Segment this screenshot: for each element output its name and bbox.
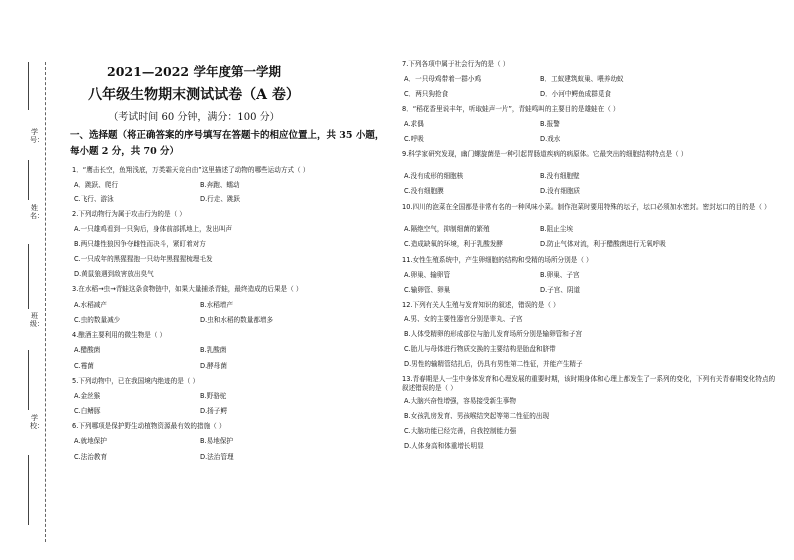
answer-option: B.两只雄性狼因争夺雌性而决斗，紧盯着对方 <box>74 240 206 248</box>
answer-option: D.虫和水稻的数量都增多 <box>200 316 274 324</box>
rule-line <box>28 62 29 110</box>
answer-option: D.子宫、阴道 <box>540 286 581 294</box>
question-stem: 3.在水稻→虫→青蛙这条食物链中，如果大量捕杀青蛙，最终造成的后果是（ ） <box>72 285 303 293</box>
answer-option: C.白鳍豚 <box>74 407 101 415</box>
field-class[interactable]: 班级： <box>30 312 44 328</box>
rule-line <box>28 244 29 309</box>
answer-option: A.就地保护 <box>74 437 107 445</box>
answer-option: A.金丝猴 <box>74 392 101 400</box>
question-stem: 5.下列动物中，已在我国境内绝迹的是（ ） <box>72 377 200 385</box>
question-stem: 13.青春期是人一生中身体发育和心理发展的重要时期，该时期身体和心理上都发生了一系列的变化，下列有关青春期变化特点的叙述错误的是（ ） <box>402 375 776 392</box>
answer-option: B.卵巢、子宫 <box>540 271 580 279</box>
rule-line <box>28 455 29 525</box>
answer-option: C.造成缺氧的环境，利于乳酸发酵 <box>404 240 504 248</box>
answer-option: C.大脑功能已经完善，自我控制能力强 <box>404 427 517 435</box>
answer-option: A．跳跃、爬行 <box>74 181 119 189</box>
answer-option: D.人体身高和体重增长明显 <box>404 442 484 450</box>
rule-line <box>28 350 29 410</box>
question-stem: 7.下列各项中属于社会行为的是（ ） <box>402 60 510 68</box>
answer-option: C．两只狗抢食 <box>404 90 449 98</box>
answer-option: C.虫的数量减少 <box>74 316 121 324</box>
answer-option: C.法治教育 <box>74 453 108 461</box>
answer-option: B.女孩乳房发育、男孩喉结突起等第二性征的出现 <box>404 412 550 420</box>
answer-option: A．一只母鸡带着一群小鸡 <box>404 75 482 83</box>
answer-option: D.行走、跳跃 <box>200 195 241 203</box>
question-stem: 12.下列有关人生殖与发育知识的叙述，错误的是（ ） <box>402 301 560 309</box>
answer-option: C.霉菌 <box>74 362 94 370</box>
exam-year-title: 2021—2022 学年度第一学期 <box>107 64 281 79</box>
answer-option: A.醋酸菌 <box>74 346 101 354</box>
answer-option: B.没有细胞壁 <box>540 172 580 180</box>
answer-option: B.水稻增产 <box>200 301 233 309</box>
field-school[interactable]: 学校： <box>30 414 44 430</box>
binding-cut-line <box>45 62 46 542</box>
answer-option: D.男性的输精管结扎后，仍具有男性第二性征，并能产生精子 <box>404 360 583 368</box>
answer-option: D.没有细胞质 <box>540 187 581 195</box>
answer-option: B.奔跑、蠕动 <box>200 181 240 189</box>
answer-option: B.阻止尘埃 <box>540 225 573 233</box>
answer-option: C.胎儿与母体进行物质交换的主要结构是胎盘和脐带 <box>404 345 556 353</box>
exam-title: 八年级生物期末测试试卷（A 卷） <box>88 87 300 103</box>
answer-option: A.隔绝空气，抑制细菌的繁殖 <box>404 225 490 233</box>
answer-option: C.飞行、游泳 <box>74 195 114 203</box>
answer-option: D.戏水 <box>540 135 561 143</box>
answer-option: C.一只成年的黑猩猩抱一只幼年黑猩猩梳理毛发 <box>74 255 213 263</box>
answer-option: A.没有成形的细胞核 <box>404 172 464 180</box>
question-stem: 11.女性生殖系统中，产生卵细胞的结构和受精的场所分别是（ ） <box>402 256 593 264</box>
answer-option: D.防止气体对流，利于醋酸菌进行无氧呼吸 <box>540 240 666 248</box>
answer-option: B.易地保护 <box>200 437 233 445</box>
answer-option: D.酵母菌 <box>200 362 227 370</box>
question-stem: 2.下列动物行为属于攻击行为的是（ ） <box>72 210 186 218</box>
answer-option: B.报警 <box>540 120 560 128</box>
answer-option: A.卵巢、输卵管 <box>404 271 451 279</box>
answer-option: D.黄鼠狼遇到敌害放出臭气 <box>74 270 154 278</box>
binding-margin <box>0 0 62 560</box>
answer-option: D.扬子鳄 <box>200 407 227 415</box>
question-stem: 10.四川的泡菜在全国都是非常有名的一种风味小菜。制作泡菜时要用特殊的坛子，坛口必须加水密封。密封坛口的目的是（ ） <box>402 203 771 211</box>
answer-option: B.野骆驼 <box>200 392 227 400</box>
answer-option: D.法治管理 <box>200 453 234 461</box>
answer-option: A.水稻减产 <box>74 301 107 309</box>
question-stem: 1．“鹰击长空，鱼翔浅底，万类霜天竞自由”这里描述了动物的哪些运动方式（ ） <box>72 166 310 174</box>
answer-option: C.输卵管、卵巢 <box>404 286 451 294</box>
answer-option: A.男、女的主要性器官分别是睾丸、子宫 <box>404 315 523 323</box>
field-student-id[interactable]: 学号： <box>30 128 44 144</box>
answer-option: A.一只雄鸡看到一只狗后，身体前部抓地上，发出叫声 <box>74 225 233 233</box>
answer-option: B.人体受精卵的形成部位与胎儿发育场所分别是输卵管和子宫 <box>404 330 583 338</box>
answer-option: B．工蚁建筑蚁巢、喂养幼蚁 <box>540 75 624 83</box>
answer-option: C.呼吸 <box>404 135 424 143</box>
field-name[interactable]: 姓名： <box>30 204 44 220</box>
section-heading: 一、选择题（将正确答案的序号填写在答题卡的相应位置上，共 35 小题，每小题 2 分，共 70 分） <box>70 130 385 157</box>
question-stem: 6.下列哪项是保护野生动植物资源最有效的措施（ ） <box>72 422 226 430</box>
rule-line <box>28 160 29 200</box>
answer-option: C.没有细胞膜 <box>404 187 444 195</box>
answer-option: A.大脑兴奋性增强，容易接受新生事物 <box>404 397 516 405</box>
answer-option: D．小河中鳄鱼成群觅食 <box>540 90 612 98</box>
question-stem: 9.科学家研究发现，幽门螺旋菌是一种引起胃肠道疾病的病原体。它最突出的细胞结构特点是（ ） <box>402 150 688 158</box>
exam-time-note: （考试时间 60 分钟，满分：100 分） <box>108 112 280 123</box>
answer-option: B.乳酸菌 <box>200 346 227 354</box>
answer-option: A.求偶 <box>404 120 424 128</box>
question-stem: 8．“稻花香里说丰年，听取蛙声一片”，青蛙鸣叫的主要目的是雄蛙在（ ） <box>402 105 620 113</box>
question-stem: 4.酿酒主要利用的微生物是（ ） <box>72 331 167 339</box>
